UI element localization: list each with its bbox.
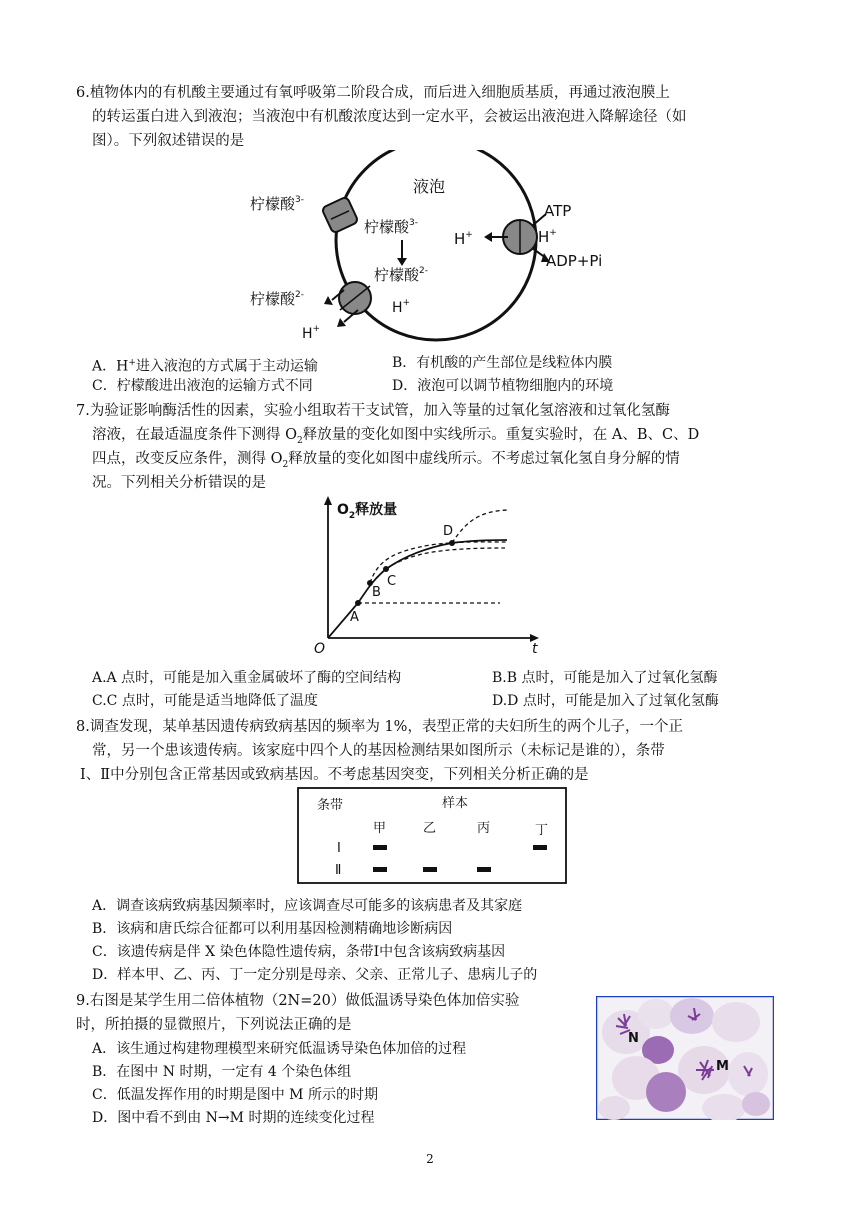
svg-text:柠檬酸2-: 柠檬酸$^{2-}$ (374, 266, 428, 284)
band-ding-i (533, 845, 547, 850)
q7-option-a[interactable]: A.A 点时，可能是加入重金属破坏了酶的空间结构 (92, 670, 402, 686)
q8-option-a[interactable]: A．调查该病致病基因频率时，应该调查尽可能多的该病患者及其家庭 (92, 898, 523, 914)
q9-option-a[interactable]: A．该生通过构建物理模型来研究低温诱导染色体加倍的过程 (92, 1041, 467, 1057)
q8-option-b[interactable]: B．该病和唐氏综合征都可以利用基因检测精确地诊断病因 (92, 921, 453, 937)
q8-stem-line3: Ⅰ、Ⅱ中分别包含正常基因或致病基因。不考虑基因突变，下列相关分析正确的是 (80, 767, 589, 783)
q6-option-d[interactable]: D．液泡可以调节植物细胞内的环境 (392, 378, 614, 394)
band-jia-i (373, 845, 387, 850)
page-number: 2 (426, 1152, 434, 1166)
q8-stem-line1: 8.调查发现，某单基因遗传病致病基因的频率为 1%，表型正常的夫妇所生的两个儿子，一个正 (76, 719, 683, 735)
band-jia-ii (373, 867, 387, 872)
vacuole-diagram (240, 150, 620, 342)
svg-text:样本: 样本 (442, 796, 469, 811)
svg-text:H+: H+ (302, 324, 321, 342)
q9-stem-line2: 时，所拍摄的显微照片，下列说法正确的是 (76, 1017, 352, 1033)
svg-text:Ⅱ: Ⅱ (335, 863, 342, 878)
q7-stem-line2: 溶液，在最适温度条件下测得 $O_2$释放量的变化如图中实线所示。重复实验时，在 A、B、C、D (92, 427, 700, 446)
q8-stem-line2: 常，另一个患该遗传病。该家庭中四个人的基因检测结果如图所示（未标记是谁的），条带 (92, 743, 665, 759)
svg-text:H+: H+ (392, 298, 411, 316)
q9-option-d[interactable]: D．图中看不到由 N→M 时期的连续变化过程 (92, 1110, 375, 1126)
svg-text:H+: H+ (538, 228, 557, 246)
y-axis-label: $O_2$释放量 (337, 502, 398, 521)
band-bing-ii (477, 867, 491, 872)
svg-text:柠檬酸3-: 柠檬酸$^{3-}$ (250, 195, 304, 213)
svg-text:Ⅰ: Ⅰ (337, 841, 341, 856)
svg-text:乙: 乙 (423, 821, 437, 836)
q8-option-c[interactable]: C．该遗传病是伴 X 染色体隐性遗传病，条带Ⅰ中包含该病致病基因 (92, 944, 506, 960)
svg-text:丁: 丁 (535, 823, 549, 838)
q6-stem-line2: 的转运蛋白进入到液泡；当液泡中有机酸浓度达到一定水平，会被运出液泡进入降解途径（如 (92, 109, 687, 125)
q9-option-c[interactable]: C．低温发挥作用的时期是图中 M 所示的时期 (92, 1087, 378, 1103)
q6-stem-line1: 6.植物体内的有机酸主要通过有氧呼吸第二阶段合成，而后进入细胞质基质，再通过液泡膜上 (76, 85, 670, 101)
svg-text:条带: 条带 (317, 798, 344, 813)
band-yi-ii (423, 867, 437, 872)
o2-release-chart (310, 493, 545, 663)
svg-text:丙: 丙 (477, 821, 491, 836)
q9-stem-line1: 9.右图是某学生用二倍体植物（2N=20）做低温诱导染色体加倍实验 (76, 993, 520, 1009)
q7-option-c[interactable]: C.C 点时，可能是适当地降低了温度 (92, 693, 318, 709)
svg-text:柠檬酸2-: 柠檬酸$^{2-}$ (250, 290, 304, 308)
svg-text:ADP+Pi: ADP+Pi (546, 252, 603, 270)
point-b-label: B (372, 585, 381, 600)
photo-label-m: M (716, 1059, 729, 1074)
svg-text:甲: 甲 (373, 821, 387, 836)
q7-stem-line1: 7.为验证影响酶活性的因素，实验小组取若干支试管，加入等量的过氧化氢溶液和过氧化氢酶 (76, 403, 670, 419)
q7-option-b[interactable]: B.B 点时，可能是加入了过氧化氢酶 (492, 670, 718, 686)
q6-option-a[interactable]: A．H+进入液泡的方式属于主动运输 (92, 358, 318, 375)
q7-stem-line3: 四点，改变反应条件，测得 $O_2$释放量的变化如图中虚线所示。不考虑过氧化氢自身分解的情 (92, 451, 680, 470)
photo-label-n: N (628, 1031, 639, 1046)
q9-option-b[interactable]: B．在图中 N 时期，一定有 4 个染色体组 (92, 1064, 352, 1080)
origin-label: O (314, 641, 326, 657)
q7-stem-line4: 况。下列相关分析错误的是 (92, 475, 266, 491)
dashed-curve-d (452, 510, 508, 543)
q6-option-b[interactable]: B．有机酸的产生部位是线粒体内膜 (392, 355, 613, 371)
q7-option-d[interactable]: D.D 点时，可能是加入了过氧化氢酶 (492, 693, 719, 709)
svg-text:柠檬酸3-: 柠檬酸$^{3-}$ (364, 218, 418, 236)
svg-text:H+: H+ (454, 230, 473, 248)
vacuole-label: 液泡 (413, 177, 446, 196)
point-d-label: D (443, 524, 454, 539)
gene-band-table (297, 787, 567, 884)
point-c-label: C (387, 574, 397, 589)
x-axis-label: t (532, 641, 538, 657)
q6-stem-line3: 图）。下列叙述错误的是 (92, 133, 245, 149)
svg-text:ATP: ATP (544, 202, 572, 220)
point-a-label: A (350, 610, 359, 625)
q6-option-c[interactable]: C．柠檬酸进出液泡的运输方式不同 (92, 378, 313, 394)
q8-option-d[interactable]: D．样本甲、乙、丙、丁一定分别是母亲、父亲、正常儿子、患病儿子的 (92, 967, 538, 983)
micrograph-image (596, 996, 774, 1120)
